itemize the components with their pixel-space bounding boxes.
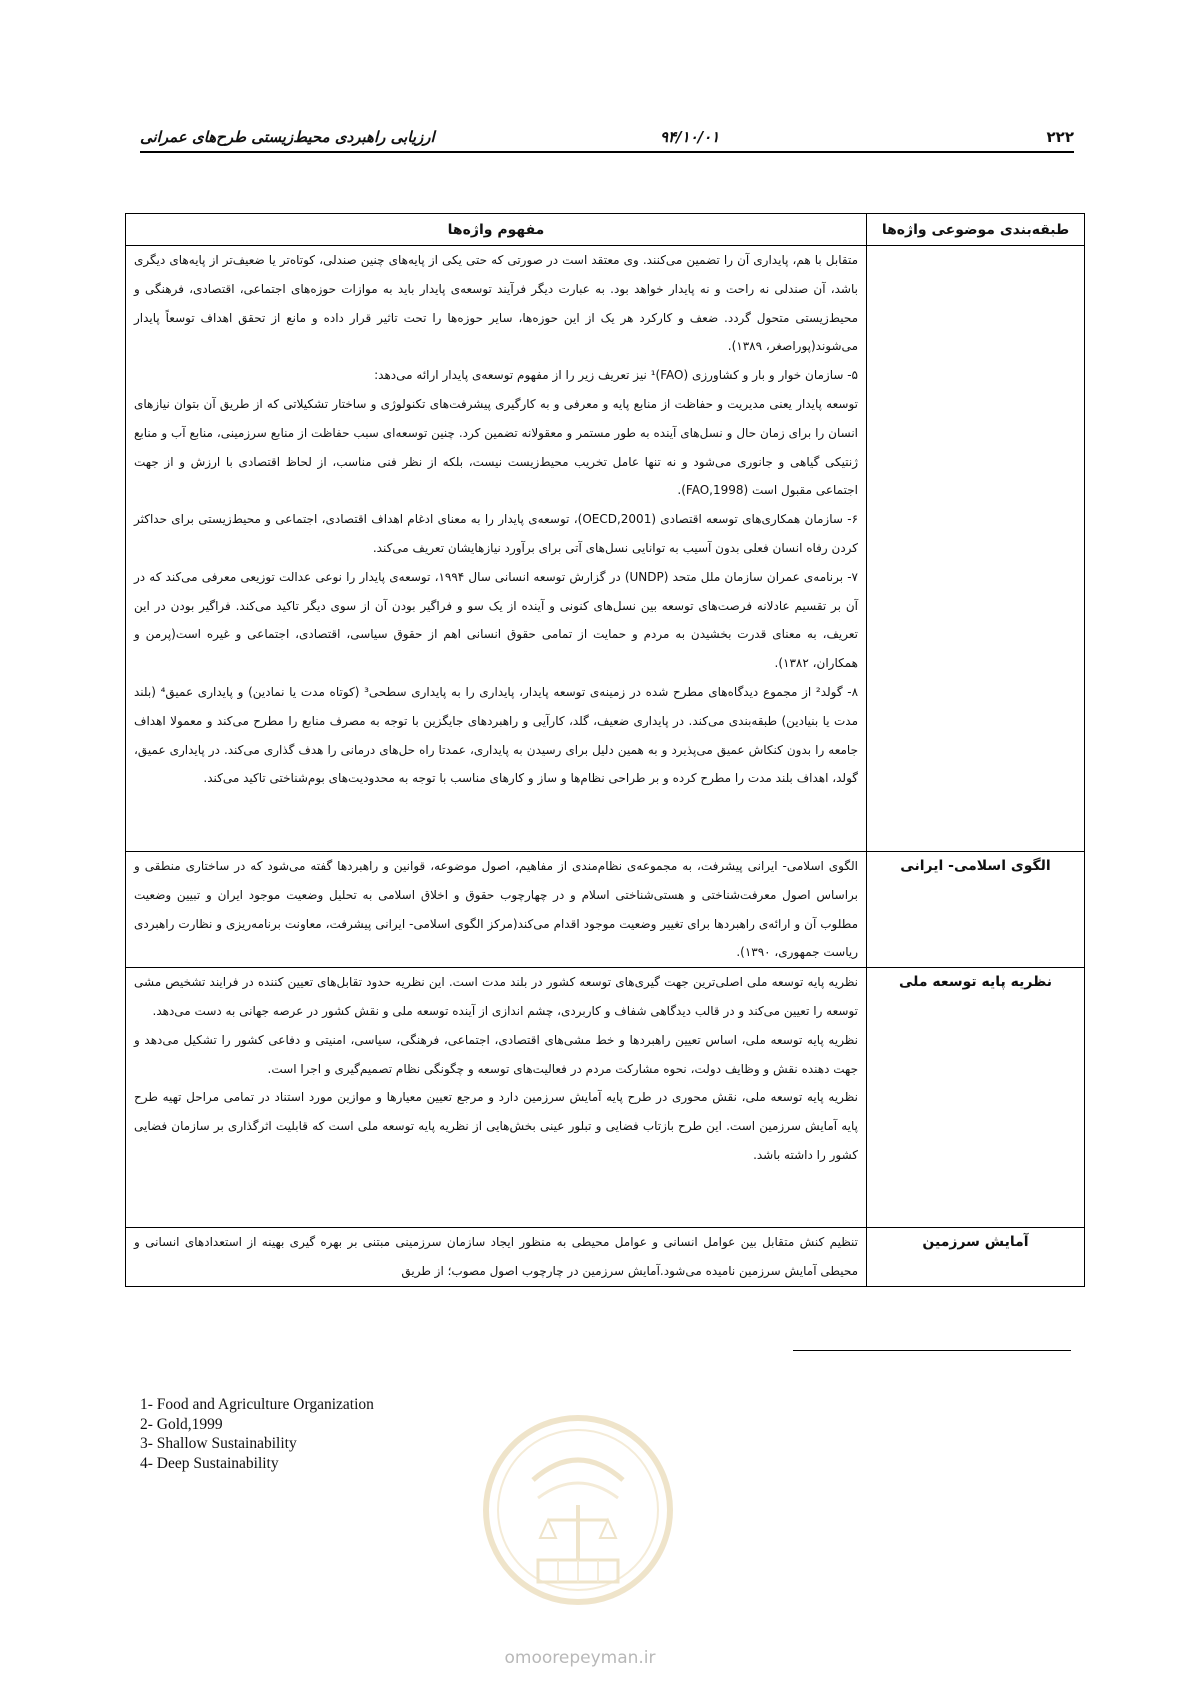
- row-definition: [126, 968, 867, 1228]
- definition-paragraph: تنظیم کنش متقابل بین عوامل انسانی و عوامل محیطی به منظور ایجاد سازمان سرزمینی مبتنی بر بهره گیری بهینه از استعدادهای انسانی و محیطی آمایش سرزمین نامیده می‌شود.آمایش سرزمین در چارچوب اصول مصوب؛ از طریق: [134, 1235, 858, 1278]
- definition-paragraph: توسعه پایدار یعنی مدیریت و حفاظت از منابع پایه و معرفی و به کارگیری پیشرفت‌های تکنولوژی و ساختار تشکیلاتی که از طریق آن بتوان نیازهای انسان را برای زمان حال و نسل‌های آینده به طور مستمر و معقولانه تضمین کرد. چنین توسعه‌ای سبب حفاظت از منابع سرزمینی، منابع آب و منابع ژنتیکی گیاهی و جانوری می‌شود و نه تنها عامل تخریب محیط‌زیست نیست، بلکه از نظر فنی مناسب، از لحاظ اقتصادی با ارزش و از جهت اجتماعی مقبول است (FAO,1998).: [134, 396, 858, 498]
- row-category: آمایش سرزمین: [867, 1228, 1085, 1287]
- scales-justice-icon: [478, 1410, 678, 1610]
- definition-paragraph: ۶- سازمان همکاری‌های توسعه اقتصادی (OECD,2001)، توسعه‌ی پایدار را به معنای ادغام اهداف اقتصادی، اجتماعی و محیط‌زیستی برای حداکثر کردن رفاه انسان فعلی بدون آسیب به توانایی نسل‌های آتی برای برآورد نیازهایشان تعریف می‌کند.: [134, 512, 859, 555]
- column-header-category: طبقه‌بندی موضوعی واژه‌ها: [867, 214, 1085, 246]
- definition-paragraph: متقابل با هم، پایداری آن را تضمین می‌کنند. وی معتقد است در صورتی که حتی یکی از پایه‌های چنین صندلی، کوتاه‌تر یا ضعیف‌تر از پایه‌های دیگری باشد، آن صندلی نه راحت و نه پایدار خواهد بود. به عبارت دیگر فرآیند توسعه‌ی پایدار باید به موازات حوزه‌های اجتماعی، اقتصادی، فرهنگی و محیط‌زیستی متحول گردد. ضعف و کارکرد هر یک از این حوزه‌ها، سایر حوزه‌ها را تحت تاثیر قرار داده و مانع از تحقق اهداف توسعاً پایدار می‌شوند(پوراصغر، ۱۳۸۹).: [134, 253, 858, 354]
- definition-paragraph: ۵- سازمان خوار و بار و کشاورزی (FAO)¹ نیز تعریف زیر را از مفهوم توسعه‌ی پایدار ارائه می‌دهد:: [374, 368, 858, 383]
- row-category: نظریه پایه توسعه ملی: [867, 968, 1085, 1228]
- journal-title: ارزیابی راهبردی محیط‌زیستی طرح‌های عمرانی: [140, 128, 435, 146]
- footnote: 2- Gold,1999: [140, 1415, 223, 1433]
- table-row: [126, 246, 1085, 852]
- footnote: 4- Deep Sustainability: [140, 1454, 279, 1472]
- issue-date: ۹۴/۱۰/۰۱: [660, 128, 720, 146]
- definition-paragraph: ۸- گولد² از مجموع دیدگاه‌های مطرح شده در زمینه‌ی توسعه پایدار، پایداری را به پایداری سطحی³ (کوتاه مدت یا نمادین) و پایداری عمیق⁴ (بلند مدت یا بنیادین) طبقه‌بندی می‌کند. در پایداری ضعیف، گلد، کارآیی و راهبردهای جایگزین با توجه به مصرف منابع را مطرح می‌کند و معمولا اهداف جامعه را بدون کنکاش عمیق می‌پذیرد و به همین دلیل برای رسیدن به پایداری، عمدتا راه حل‌های درمانی را هدف گذاری می‌کند. در پایداری عمیق، گولد، اهداف بلند مدت را مطرح کرده و بر طراحی نظام‌ها و ساز و کارهای مناسب با توجه به محدودیت‌های بوم‌شناختی تاکید می‌کند.: [134, 684, 859, 786]
- table-row: [126, 852, 1085, 968]
- row-definition: [126, 852, 867, 968]
- definition-paragraph: نظریه پایه توسعه ملی اصلی‌ترین جهت گیری‌های توسعه کشور در بلند مدت است. این نظریه حدود تقابل‌های تعیین کننده در فرایند تشخیص مشی توسعه را تعیین می‌کند و در قالب دیدگاهی شفاف و کاربردی، چشم اندازی از آینده توسعه ملی و نقش کشور در عرصه جهانی به دست می‌دهد.: [134, 975, 858, 1018]
- row-category: [867, 246, 1085, 852]
- watermark-logo: [478, 1410, 678, 1610]
- table-row: [126, 968, 1085, 1228]
- glossary-table: [125, 213, 1085, 1287]
- header-rule: [140, 151, 1074, 153]
- column-header-definition: مفهوم واژه‌ها: [126, 214, 867, 246]
- table-header-row: [126, 214, 1085, 246]
- footnote: 1- Food and Agriculture Organization: [140, 1396, 374, 1413]
- row-definition: [126, 1228, 867, 1287]
- table-row: [126, 1228, 1085, 1287]
- definition-paragraph: الگوی اسلامی- ایرانی پیشرفت، به مجموعه‌ی نظام‌مندی از مفاهیم، اصول موضوعه، قوانین و راهبردها گفته می‌شود که در ساختاری منطقی و براساس اصول معرفت‌شناختی و هستی‌شناختی اسلام و در چهارچوب حقوق و اخلاق اسلامی به تحلیل وضعیت موجود ایران و تبیین وضعیت مطلوب آن و ارائه‌ی راهبردها برای تغییر وضعیت موجود اقدام می‌کند(مرکز الگوی اسلامی- ایرانی پیشرفت، معاونت برنامه‌ریزی و نظارت راهبردی ریاست جمهوری، ۱۳۹۰).: [134, 859, 858, 960]
- footnote-rule: [793, 1350, 1071, 1351]
- definition-paragraph: نظریه پایه توسعه ملی، اساس تعیین راهبردها و خط مشی‌های اقتصادی، اجتماعی، فرهنگی، سیاسی، امنیتی و دفاعی کشور را تشکیل می‌دهد و جهت دهنده نقش و وظایف دولت، نحوه مشارکت مردم در فعالیت‌های توسعه و چگونگی نظام تصمیم‌گیری و اجرا است.: [134, 1032, 858, 1076]
- footnote: 3- Shallow Sustainability: [140, 1435, 297, 1452]
- row-definition: [126, 246, 867, 852]
- definition-paragraph: ۷- برنامه‌ی عمران سازمان ملل متحد (UNDP) در گزارش توسعه انسانی سال ۱۹۹۴، توسعه‌ی پایدار را نوعی عدالت توزیعی معرفی می‌کند که در آن بر تقسیم عادلانه فرصت‌های توسعه بین نسل‌های کنونی و آینده از یک سو و فراگیر بودن آن از سوی دیگر تاکید می‌کند. فراگیر بودن در این تعریف، به معنای قدرت بخشیدن به مردم و حمایت از تمامی حقوق انسانی اهم از حقوق سیاسی، اقتصادی، اجتماعی و غیره است(پرمن و همکاران، ۱۳۸۲).: [134, 569, 858, 671]
- watermark-url: omoorepeyman.ir: [504, 1648, 656, 1668]
- definition-paragraph: نظریه پایه توسعه ملی، نقش محوری در طرح پایه آمایش سرزمین دارد و مرجع تعیین معیارها و موازین مورد استناد در تمامی مراحل تهیه طرح پایه آمایش سرزمین است. این طرح بازتاب فضایی و تبلور عینی بخش‌هایی از نظریه پایه توسعه ملی است که قابلیت اثرگذاری بر سازمان فضایی کشور را داشته باشد.: [134, 1090, 858, 1162]
- page-number: ۲۲۲: [1046, 128, 1074, 146]
- row-category: الگوی اسلامی- ایرانی: [867, 852, 1085, 968]
